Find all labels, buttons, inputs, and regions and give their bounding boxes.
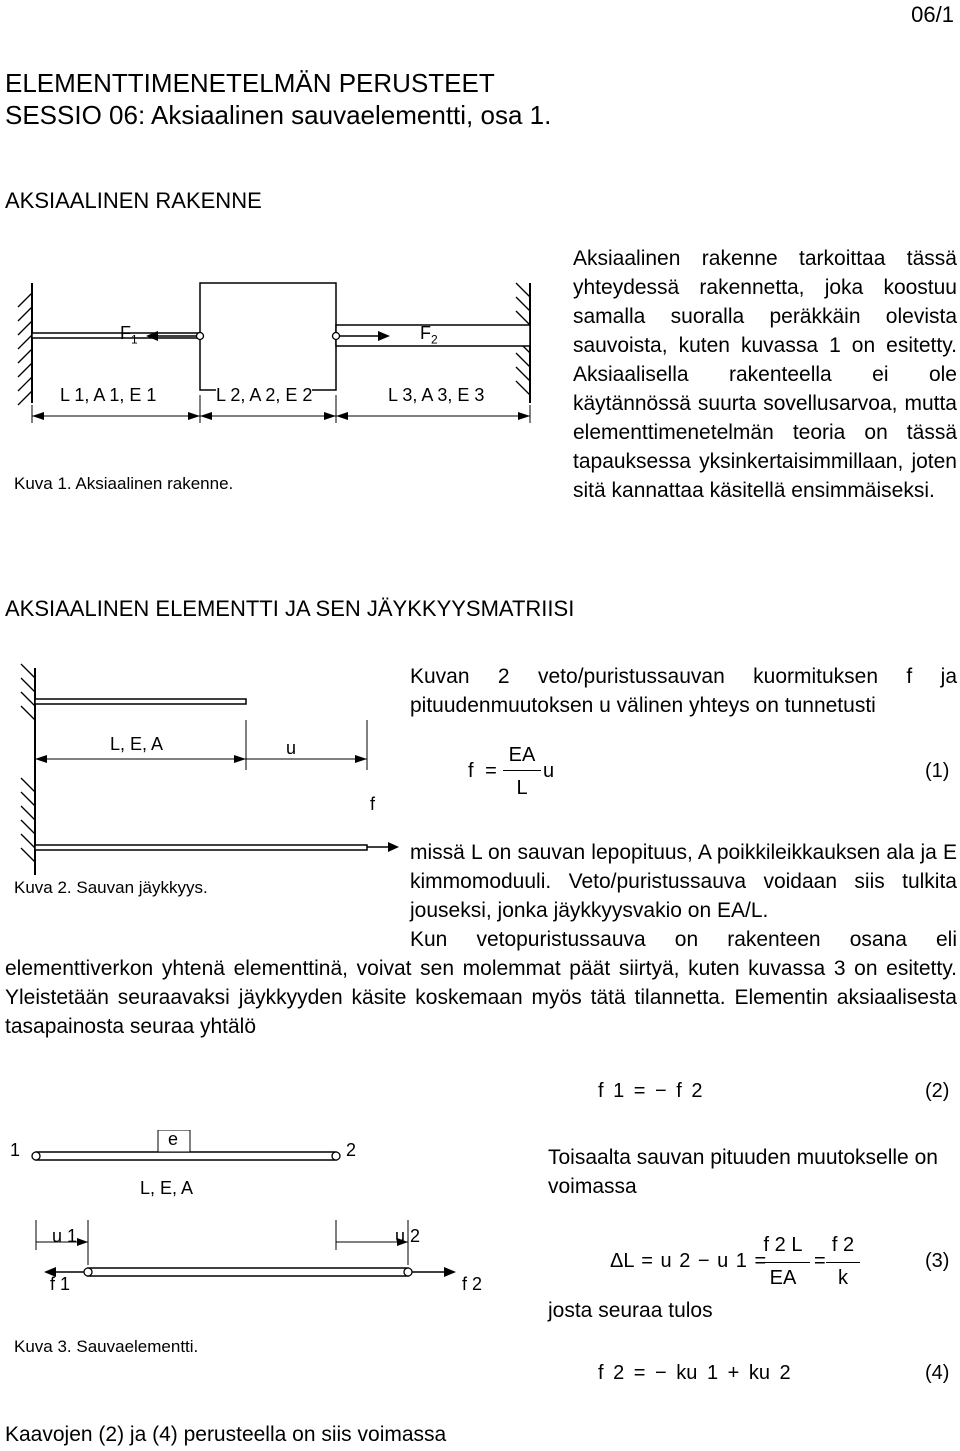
figure-3-caption: Kuva 3. Sauvaelementti.	[14, 1337, 199, 1356]
title-line-1: ELEMENTTIMENETELMÄN PERUSTEET	[5, 68, 495, 98]
f1-symbol: F	[120, 323, 131, 343]
final-line: Kaavojen (2) ja (4) perusteella on siis voimassa	[5, 1423, 447, 1446]
figure-3-f1-label: f 1	[50, 1274, 71, 1294]
figure-1-segment-2-label: L 2, A 2, E 2	[216, 385, 313, 405]
eq1-explanation: missä L on sauvan lepopituus, A poikkileikkauksen ala ja E kimmomoduuli. Veto/puristussauva voidaan siis tulkita jouseksi, jonka jäykkyysvakio on EA/L.	[410, 841, 957, 922]
figure-3-node-1: 1	[10, 1140, 21, 1160]
figure-3-element-label: e	[168, 1129, 179, 1149]
f1-subscript: 1	[131, 332, 138, 347]
figure-1-force-f1	[120, 323, 138, 347]
section-heading-axial-structure: AKSIAALINEN RAKENNE	[5, 188, 262, 213]
eq3-denominator-2: k	[838, 1267, 848, 1289]
figure-3-u2-label: u 2	[395, 1226, 421, 1246]
figure-3-u1-label: u 1	[52, 1226, 78, 1246]
figure-2-f-label: f	[370, 794, 376, 814]
figure-1-caption: Kuva 1. Aksiaalinen rakenne.	[14, 474, 234, 493]
eq1-variable: u	[543, 760, 555, 782]
eq3-numerator-2: f 2	[831, 1234, 855, 1256]
eq2-number: (2)	[925, 1080, 950, 1102]
figure-1-axial-structure	[0, 275, 540, 490]
eq4-number: (4)	[925, 1362, 950, 1384]
eq3-equals: =	[814, 1250, 826, 1272]
eq3-lhs: ΔL = u 2 − u 1 =	[610, 1250, 767, 1272]
length-change-text: Toisaalta sauvan pituuden muutokselle on voimassa	[548, 1146, 938, 1198]
figure-2-caption: Kuva 2. Sauvan jäykkyys.	[14, 878, 208, 897]
figure-3-f2-label: f 2	[462, 1274, 483, 1294]
figure-1-force-f2	[420, 323, 438, 347]
section-heading-axial-element: AKSIAALINEN ELEMENTTI JA SEN JÄYKKYYSMATRIISI	[5, 596, 575, 621]
eq1-numerator: EA	[508, 744, 536, 766]
figure-3-bar-element	[0, 1130, 540, 1330]
eq3-numerator-1: f 2 L	[763, 1234, 803, 1256]
eq3-fraction-bar-2	[826, 1262, 860, 1263]
eq2: f 1 = − f 2	[598, 1080, 703, 1102]
eq1-f: f	[468, 760, 474, 782]
result-intro-text: josta seuraa tulos	[548, 1299, 713, 1322]
element-mesh-paragraph: Kun vetopuristussauva on rakenteen osana eli elementtiverkon yhtenä elementtinä, voivat sen molemmat päät siirtyä, kuten kuvassa 3 on esitetty. Yleistetään seuraavaksi jäykkyyden käsite koskemaan myös tätä tilannetta. Elementin aksiaalisesta tasapainosta seuraa yhtälö	[5, 928, 957, 1038]
figure-1-segment-1-label: L 1, A 1, E 1	[60, 385, 157, 405]
page-number: 06/1	[911, 2, 954, 27]
section-2-intro: Kuvan 2 veto/puristussauvan kuormituksen f ja pituudenmuutoksen u välinen yhteys on tunnetusti	[410, 665, 957, 717]
section-1-paragraph: Aksiaalinen rakenne tarkoittaa tässä yhteydessä rakennetta, joka koostuu samalla suoralla peräkkäin olevista sauvoista, kuten kuvassa 1 on esitetty. Aksiaalisella rakenteella ei ole käytännössä suurta sovellusarvoa, mutta elementtimenetelmän teoria on tässä tapauksessa yksinkertaisimmillaan, joten sitä kannattaa käsitellä ensimmäiseksi.	[573, 247, 957, 502]
figure-2-properties-label: L, E, A	[110, 734, 164, 754]
eq1-fraction-bar	[503, 770, 541, 771]
eq1-lhs: f =	[468, 760, 497, 782]
figure-1-segment-3-label: L 3, A 3, E 3	[388, 385, 485, 405]
figure-3-node-2: 2	[346, 1140, 357, 1160]
eq1-denominator: L	[516, 777, 528, 799]
figure-2-bar-stiffness	[0, 660, 400, 885]
figure-2-u-label: u	[286, 738, 297, 758]
figure-3-properties-label: L, E, A	[140, 1178, 194, 1198]
eq3-denominator-1: EA	[769, 1267, 797, 1289]
eq4: f 2 = − ku 1 + ku 2	[598, 1362, 791, 1384]
eq1-number: (1)	[925, 760, 950, 782]
f2-symbol: F	[420, 323, 431, 343]
eq3-fraction-bar-1	[756, 1262, 810, 1263]
eq3-number: (3)	[925, 1250, 950, 1272]
title-line-2: SESSIO 06: Aksiaalinen sauvaelementti, osa 1.	[5, 100, 552, 130]
f2-subscript: 2	[431, 332, 438, 347]
